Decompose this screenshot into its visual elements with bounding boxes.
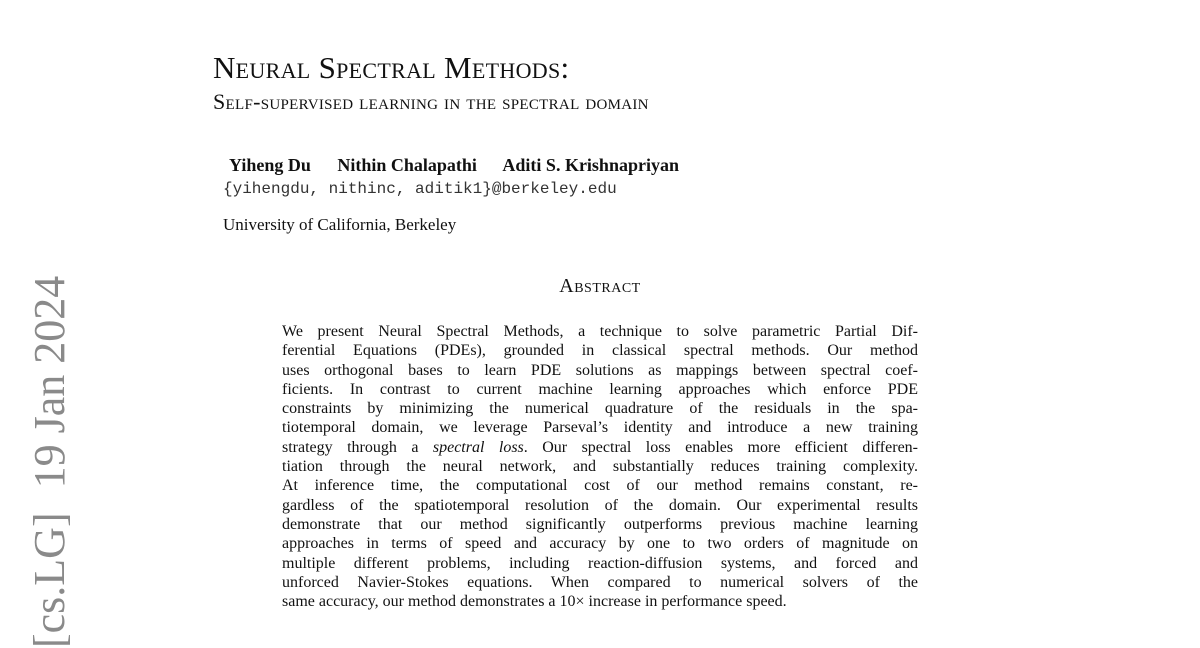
abstract-line: constraints by minimizing the numerical quadrature of the residuals in the spa- — [282, 400, 918, 418]
author-emails: {yihengdu, nithinc, aditik1}@berkeley.edu — [223, 180, 617, 198]
abstract-line: same accuracy, our method demonstrates a 10× increase in performance speed. — [282, 593, 787, 611]
author-list — [229, 153, 679, 177]
abstract-line: tiation through the neural network, and substantially reduces training complexity. — [282, 458, 918, 476]
abstract-emphasis: spectral loss — [432, 438, 524, 456]
abstract-line: ferential Equations (PDEs), grounded in classical spectral methods. Our method — [282, 342, 918, 360]
abstract-line: ficients. In contrast to current machine learning approaches which enforce PDE — [282, 380, 918, 398]
abstract-line: At inference time, the computational cost of our method remains constant, re- — [282, 477, 918, 495]
abstract-line: approaches in terms of speed and accuracy by one to two orders of magnitude on — [282, 535, 918, 553]
author-name: Yiheng Du — [229, 155, 311, 175]
arxiv-stamp — [26, 276, 74, 648]
author-affiliation: University of California, Berkeley — [223, 215, 457, 234]
author-name: Aditi S. Krishnapriyan — [502, 155, 679, 175]
abstract-line — [282, 438, 918, 457]
paper-title: Neural Spectral Methods: — [213, 50, 570, 85]
arxiv-category: [cs.LG] — [25, 512, 74, 648]
abstract-line: multiple different problems, including reaction-diffusion systems, and forced and — [282, 554, 918, 572]
abstract-line: demonstrate that our method significantly outperforms previous machine learning — [282, 515, 918, 533]
abstract-heading: Abstract — [559, 275, 641, 297]
author-name: Nithin Chalapathi — [337, 155, 477, 175]
paper-subtitle: Self-supervised learning in the spectral domain — [213, 89, 649, 114]
abstract-line: unforced Navier-Stokes equations. When compared to numerical solvers of the — [282, 573, 918, 591]
abstract-text: . Our spectral loss enables more efficient differen- — [523, 438, 918, 456]
arxiv-date: 19 Jan 2024 — [25, 275, 74, 489]
abstract-line: uses orthogonal bases to learn PDE solutions as mappings between spectral coef- — [282, 361, 918, 379]
abstract-text: strategy through a — [282, 438, 433, 456]
abstract-line: tiotemporal domain, we leverage Parseval’s identity and introduce a new training — [282, 419, 918, 437]
abstract-body — [282, 322, 918, 611]
abstract-line: gardless of the spatiotemporal resolution of the domain. Our experimental results — [282, 496, 918, 514]
abstract-line: We present Neural Spectral Methods, a technique to solve parametric Partial Dif- — [282, 323, 918, 340]
